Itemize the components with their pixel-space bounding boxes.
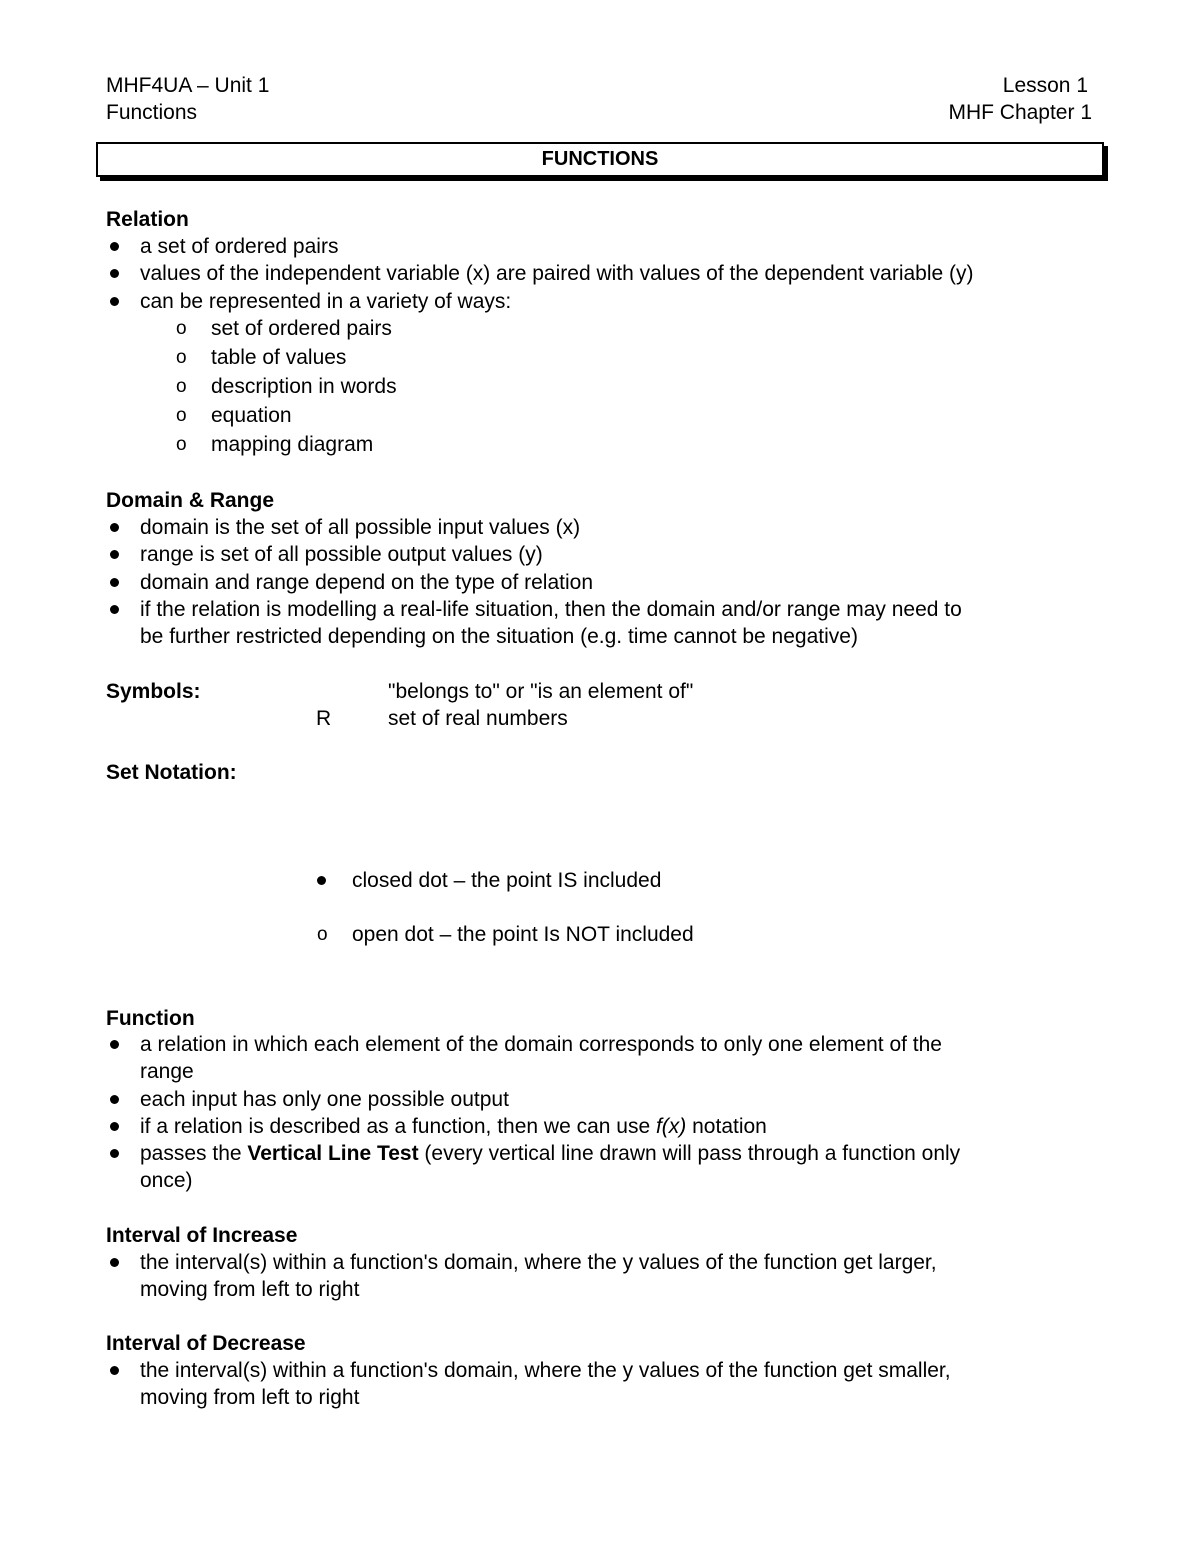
lesson-label: Lesson 1 — [1002, 74, 1088, 97]
decrease-continuation: moving from left to right — [140, 1386, 360, 1409]
relation-way: table of values — [211, 346, 347, 369]
real-numbers-symbol: R — [316, 707, 332, 730]
increase-heading: Interval of Increase — [106, 1224, 298, 1247]
bullet-icon — [110, 242, 119, 251]
set-notation-heading: Set Notation: — [106, 761, 237, 784]
sub-bullet-icon: o — [176, 405, 187, 426]
bullet-icon — [110, 1366, 119, 1375]
function-bullet — [140, 1116, 767, 1137]
element-of-description: "belongs to" or "is an element of" — [388, 680, 694, 703]
domain-range-bullet: domain is the set of all possible input values (x) — [140, 516, 581, 539]
vertical-line-test-term: Vertical Line Test — [247, 1142, 419, 1165]
symbols-heading: Symbols: — [106, 680, 201, 703]
bullet-icon — [110, 297, 119, 306]
bullet-icon — [110, 1095, 119, 1104]
relation-heading: Relation — [106, 208, 189, 231]
open-dot-description: open dot – the point Is NOT included — [352, 923, 694, 946]
function-notation: f(x) — [655, 1115, 687, 1138]
domain-range-bullet: range is set of all possible output values (y) — [140, 543, 543, 566]
bullet-icon — [110, 269, 119, 278]
relation-way: mapping diagram — [211, 433, 374, 456]
increase-continuation: moving from left to right — [140, 1278, 360, 1301]
function-bullet: each input has only one possible output — [140, 1088, 509, 1111]
sub-bullet-icon: o — [176, 434, 187, 455]
function-continuation: once) — [140, 1169, 193, 1192]
sub-bullet-icon: o — [176, 318, 187, 339]
bullet-icon — [110, 523, 119, 532]
domain-range-heading: Domain & Range — [106, 489, 275, 512]
sub-bullet-icon: o — [176, 347, 187, 368]
bullet-icon — [110, 1149, 119, 1158]
bullet-icon — [110, 550, 119, 559]
bullet-icon — [110, 1122, 119, 1131]
domain-range-bullet: domain and range depend on the type of relation — [140, 571, 594, 594]
bullet-icon — [110, 578, 119, 587]
function-text: notation — [686, 1115, 767, 1138]
relation-bullet: can be represented in a variety of ways: — [140, 290, 512, 313]
function-bullet: a relation in which each element of the domain corresponds to only one element of the — [140, 1033, 942, 1056]
relation-way: description in words — [211, 375, 397, 398]
closed-dot-description: closed dot – the point IS included — [352, 869, 662, 892]
relation-way: set of ordered pairs — [211, 317, 392, 340]
domain-range-bullet: if the relation is modelling a real-life situation, then the domain and/or range may need to — [140, 598, 962, 621]
relation-bullet: values of the independent variable (x) are paired with values of the dependent variable (y) — [140, 262, 974, 285]
unit-label: Functions — [106, 101, 198, 124]
relation-bullet: a set of ordered pairs — [140, 235, 339, 258]
function-heading: Function — [106, 1007, 195, 1030]
real-numbers-description: set of real numbers — [388, 707, 568, 730]
closed-dot-icon — [317, 876, 326, 885]
course-label: MHF4UA – Unit 1 — [106, 74, 270, 97]
function-text: (every vertical line drawn will pass through a function only — [418, 1142, 961, 1165]
open-dot-icon: o — [317, 924, 328, 945]
page-title: FUNCTIONS — [96, 142, 1104, 177]
domain-range-continuation: be further restricted depending on the situation (e.g. time cannot be negative) — [140, 625, 858, 648]
chapter-label: MHF Chapter 1 — [948, 101, 1092, 124]
decrease-text: the interval(s) within a function's domain, where the y values of the function get smaller, — [140, 1359, 951, 1382]
sub-bullet-icon: o — [176, 376, 187, 397]
decrease-heading: Interval of Decrease — [106, 1332, 306, 1355]
function-bullet — [140, 1143, 960, 1164]
bullet-icon — [110, 1040, 119, 1049]
function-continuation: range — [140, 1060, 194, 1083]
relation-way: equation — [211, 404, 292, 427]
increase-text: the interval(s) within a function's domain, where the y values of the function get larger, — [140, 1251, 937, 1274]
bullet-icon — [110, 605, 119, 614]
function-text: passes the — [140, 1142, 248, 1165]
bullet-icon — [110, 1258, 119, 1267]
function-text: if a relation is described as a function, then we can use — [140, 1115, 656, 1138]
